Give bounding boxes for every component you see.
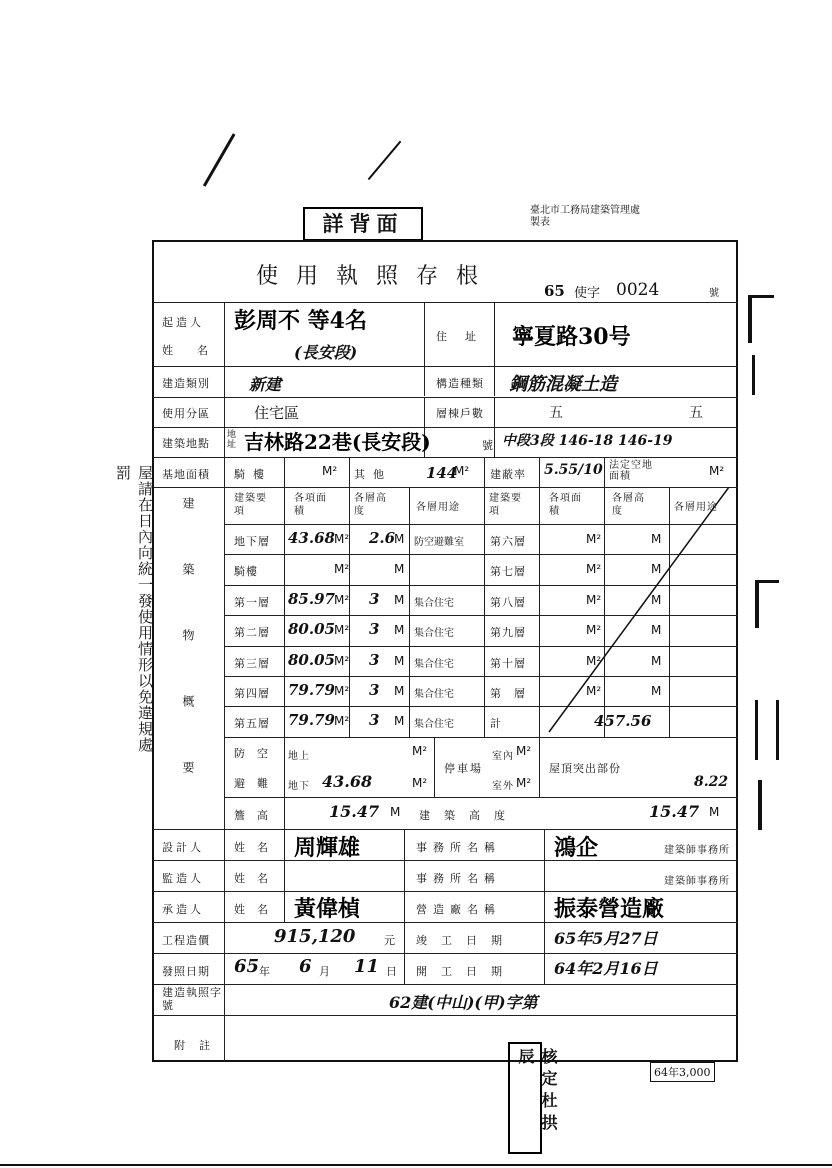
issue-date-label: 發照日期 [162,965,210,978]
site-lot-value: 中段3段 146-18 146-19 [502,433,673,449]
use-zone-value: 住宅區 [254,404,300,422]
structure-type-label: 構造種類 [436,377,484,390]
serial-number: 0024 [616,280,660,300]
scan-edge-mark [755,700,779,760]
floor-area-unit: M² [334,684,350,698]
site-number-label: 號 [482,439,496,452]
floors-units-label: 層棟戶數 [436,407,484,420]
cost-label: 工程造價 [162,934,210,947]
permit-value: 62建(中山)(甲)字第 [389,993,538,1012]
ink-scribble-mark [368,141,425,200]
structure-type-value: 鋼筋混凝土造 [509,374,617,395]
other-label: 其他 [354,468,392,481]
building-height-label: 建築高度 [419,809,519,822]
floor-height-unit: M [394,562,405,576]
coverage-label: 建蔽率 [490,468,526,481]
floor-name: 地下層 [234,535,270,548]
floor-name-right: 第 層 [490,687,526,700]
parking-label: 停車場 [444,762,483,775]
floor-height-unit: M [394,623,405,637]
ink-scribble-mark [203,133,270,206]
floor-area: 85.97 [288,590,335,608]
issue-month: 6 [299,956,312,977]
permit-form [152,240,738,1062]
floor-height: 3 [369,620,380,638]
floor-area-unit: M² [334,714,350,728]
top-right-note: 臺北市工務局建築管理處 製表 [530,205,640,228]
floor-area-unit-right: M² [586,593,602,607]
form-title: 使用執照存根 [256,264,497,289]
issue-day-unit: 日 [386,965,400,978]
building-type-label: 建造類別 [162,377,210,390]
remarks-label: 附註 [174,1039,224,1052]
floor-height-unit: M [394,714,405,728]
col-item-left: 建築要項 [234,493,267,517]
floor-use: 集合住宅 [414,628,454,639]
shelter-below-value: 43.68 [322,772,373,791]
roof-part-value: 8.22 [694,774,729,790]
col-use-left: 各層用途 [416,502,460,513]
floor-name: 第二層 [234,626,270,639]
contractor-company-label: 營造廠名稱 [416,903,501,916]
issue-month-unit: 月 [319,965,333,978]
site-prefix-label: 地址 [227,430,237,450]
floor-name-right: 第九層 [490,626,526,639]
floor-area-unit-right: M² [586,654,602,668]
col-area-right: 各項面積 [549,493,582,517]
floor-area-unit-right: M² [586,623,602,637]
floor-area: 80.05 [288,651,335,669]
floor-name-right: 第七層 [490,565,526,578]
designer-label: 設計人 [162,841,204,854]
serial-suffix: 號 [709,288,719,299]
floor-use: 集合住宅 [414,659,454,670]
floor-area: 79.79 [288,711,335,729]
indoor-label: 室內 [492,751,514,762]
floor-height: 2.6 [369,529,396,547]
approval-stamp [508,1042,558,1154]
floor-area-unit: M² [334,562,350,576]
issue-day: 11 [354,956,380,977]
floor-use: 集合住宅 [414,719,454,730]
completion-label: 竣工日期 [416,934,516,947]
building-height-unit: M [709,805,720,819]
floor-height: 3 [369,711,380,729]
other-area-value: 144 [426,464,458,482]
cost-value: 915,120 [274,926,356,947]
floor-name-right: 第十層 [490,657,526,670]
site-location-label: 建築地點 [162,437,210,450]
site-area-label: 基地面積 [162,468,210,481]
applicant-label: 起造人 [162,316,204,329]
floor-height-unit-right: M [651,623,662,637]
floor-height-unit-right: M [651,593,662,607]
floor-name-right: 計 [490,717,502,730]
arcade-label: 騎樓 [234,468,272,481]
shelter-label-1: 防空 [234,747,280,760]
coverage-value: 5.55/10 [544,462,603,478]
designer-office-label: 事務所名稱 [416,841,501,854]
below-ground-unit: M² [412,776,428,790]
fee-note: 64年3,000 [650,1062,715,1082]
floor-area-unit: M² [334,623,350,637]
col-height-right: 各層高度 [612,493,645,517]
floor-use: 集合住宅 [414,598,454,609]
open-space-unit: M² [709,464,725,478]
page-bottom-rule [0,1164,832,1166]
other-unit: M² [454,464,470,478]
arcade-unit: M² [322,464,338,478]
floor-height-unit: M [394,532,405,546]
floor-area-unit: M² [334,593,350,607]
contractor-name-label: 姓名 [234,903,280,916]
serial-prefix: 65 [544,282,565,300]
col-height-left: 各層高度 [354,493,387,517]
scan-edge-mark [748,295,774,343]
approval-stamp-text: 核定杜拱辰 [516,1048,558,1136]
contractor-label: 承造人 [162,903,204,916]
detail-back-stamp: 詳背面 [303,207,423,241]
start-date-label: 開工日期 [416,965,516,978]
floor-area: 43.68 [288,529,335,547]
scan-edge-mark [752,355,775,395]
applicant-label-2: 姓名 [162,344,232,357]
cost-unit: 元 [384,934,398,947]
col-item-right: 建築要項 [489,493,522,517]
contractor-company-value: 振泰營造廠 [554,896,665,922]
address-label: 住址 [436,330,494,343]
floor-name: 第一層 [234,596,270,609]
issue-year: 65 [234,956,260,977]
shelter-label-2: 避難 [234,777,280,790]
site-address-value: 吉林路22巷(長安段) [244,430,431,454]
applicant-note: (長安段) [294,343,358,362]
floor-area: 80.05 [288,620,335,638]
address-value: 寧夏路30号 [512,324,631,350]
floor-height: 3 [369,681,380,699]
floor-name-right: 第六層 [490,535,526,548]
floor-height-unit-right: M [651,654,662,668]
designer-value: 周輝雄 [294,835,361,861]
designer-office-suffix: 建築師事務所 [664,845,730,856]
indoor-unit: M² [516,744,532,758]
outdoor-unit: M² [516,776,532,790]
floor-name: 第五層 [234,717,270,730]
floor-area-unit-right: M² [586,684,602,698]
supervisor-label: 監造人 [162,872,204,885]
floor-name-right: 第八層 [490,596,526,609]
serial-word: 使字 [574,286,601,301]
permit-no-label: 建造執照字號 [162,986,222,1012]
floor-use: 集合住宅 [414,689,454,700]
floor-height-unit-right: M [651,562,662,576]
designer-name-label: 姓名 [234,841,280,854]
applicant-name: 彭周不 等4名 [234,308,367,334]
building-type-value: 新建 [249,375,282,394]
floor-height: 3 [369,590,380,608]
floor-area-unit: M² [334,532,350,546]
units-value: 五 [689,405,703,421]
open-space-label: 法定空地面積 [609,460,653,482]
side-note: 屋請在日內向統一發使用情形以免違規處罰 [114,465,154,753]
scan-edge-mark [758,780,782,830]
floor-area-unit-right: M² [586,562,602,576]
supervisor-office-suffix: 建築師事務所 [664,876,730,887]
floor-use: 防空避難室 [414,537,464,548]
floor-height-unit-right: M [651,532,662,546]
below-ground-label: 地下 [288,781,310,792]
roof-part-label: 屋頂突出部份 [549,762,621,775]
floor-height-unit: M [394,654,405,668]
eaves-label: 簷高 [234,809,280,822]
contractor-value: 黃偉楨 [294,896,361,922]
floor-area-unit: M² [334,654,350,668]
floor-height-unit-right: M [651,684,662,698]
floor-height-unit: M [394,684,405,698]
above-ground-label: 地上 [288,751,310,762]
floor-area-unit-right: M² [586,532,602,546]
outdoor-label: 室外 [492,781,514,792]
completion-value: 65年5月27日 [554,929,658,948]
floor-height-unit: M [394,593,405,607]
eaves-value: 15.47 [329,802,380,821]
above-ground-unit: M² [412,744,428,758]
designer-office-value: 鴻企 [554,835,599,861]
issue-year-unit: 年 [259,965,273,978]
col-area-left: 各項面積 [294,493,327,517]
floors-value: 五 [549,405,563,421]
total-area-value: 457.56 [594,712,652,730]
col-use-right: 各層用途 [674,502,718,513]
eaves-unit: M [390,805,401,819]
use-zone-label: 使用分區 [162,407,210,420]
scan-edge-mark [755,580,779,628]
floor-area: 79.79 [288,681,335,699]
floor-name: 第三層 [234,657,270,670]
building-overview-label: 建築物概要 [181,497,195,827]
floor-name: 騎樓 [234,565,258,578]
supervisor-name-label: 姓名 [234,872,280,885]
floor-name: 第四層 [234,687,270,700]
supervisor-office-label: 事務所名稱 [416,872,501,885]
start-value: 64年2月16日 [554,959,658,978]
building-height-value: 15.47 [649,802,700,821]
floor-height: 3 [369,651,380,669]
cancel-diagonal-line [539,487,739,737]
